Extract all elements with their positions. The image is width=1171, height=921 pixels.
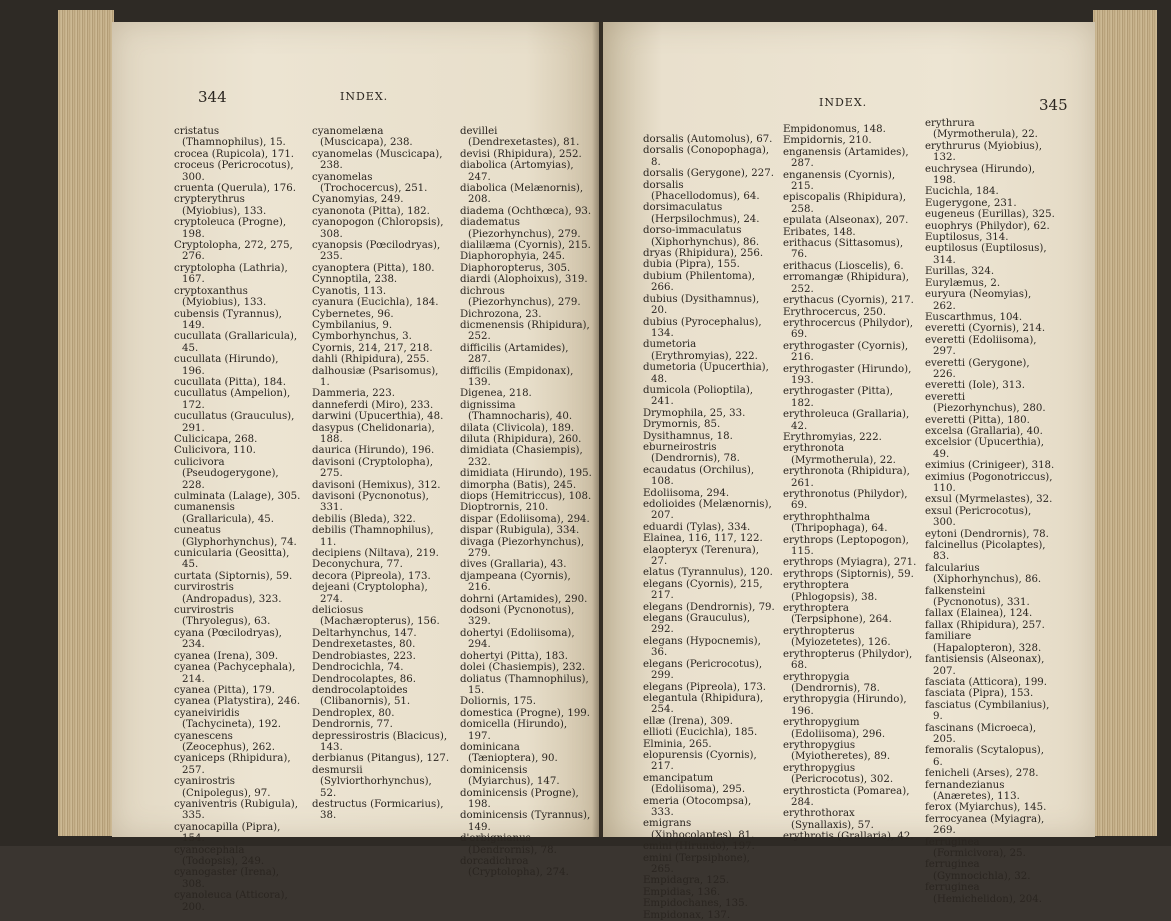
index-entry: emeria (Otocompsa), 333.	[643, 795, 752, 818]
index-entry: Dendroplex, 80.	[312, 707, 395, 719]
index-entry: Culicivora, 110.	[174, 445, 256, 457]
index-entry: devisi (Rhipidura), 252.	[460, 148, 582, 160]
index-entry: cucullatus (Ampelion), 172.	[174, 388, 291, 411]
index-entry: euptilosus (Euptilosus), 314.	[925, 243, 1047, 266]
index-entry: croceus (Pericrocotus), 300.	[174, 160, 294, 183]
index-entry: erythropterus (Philydor), 68.	[783, 648, 913, 672]
index-entry: erythropterus (Myiozetetes), 126.	[783, 625, 891, 649]
index-entry: diops (Hemitriccus), 108.	[460, 491, 592, 502]
index-entry: Eurylæmus, 2.	[925, 277, 1001, 289]
index-entry: cuneatus (Glyphorhynchus), 74.	[174, 525, 297, 548]
index-entry: Empidochanes, 135.	[643, 898, 748, 910]
index-entry: dubia (Pipra), 155.	[643, 259, 740, 271]
index-entry: deliciosus (Machæropterus), 156.	[312, 605, 440, 628]
index-entry: fernandezianus (Anæretes), 113.	[925, 779, 1020, 802]
index-entry: curvirostris (Thryolegus), 63.	[174, 605, 271, 628]
index-entry: cyanopogon (Chloropsis), 308.	[312, 217, 444, 240]
index-entry: exsul (Myrmelastes), 32.	[925, 494, 1053, 506]
left-page-stack-edge	[58, 10, 114, 836]
index-entry: Elminia, 265.	[643, 738, 712, 750]
index-entry: eytoni (Dendrornis), 78.	[925, 528, 1049, 540]
index-entry: emini (Terpsiphone), 265.	[643, 852, 750, 875]
index-entry: davisoni (Hemixus), 312.	[312, 479, 441, 491]
index-entry: difficilis (Artamides), 287.	[460, 342, 569, 366]
index-entry: Dysithamnus, 18.	[643, 430, 733, 442]
index-entry: eugeneus (Eurillas), 325.	[925, 209, 1055, 221]
left-page-header: INDEX.	[340, 90, 389, 103]
index-entry: Dendrobiastes, 223.	[312, 650, 416, 662]
index-entry: ferrocyanea (Myiagra), 269.	[925, 813, 1045, 837]
index-entry: erythrura (Myrmotherula), 22.	[925, 118, 1038, 141]
index-entry: davisoni (Cryptolopha), 275.	[312, 456, 433, 480]
index-entry: Diaphoropterus, 305.	[460, 262, 571, 274]
right-page-header: INDEX.	[819, 96, 868, 109]
index-entry: erithacus (Sittasomus), 76.	[783, 238, 904, 261]
index-entry: epulata (Alseonax), 207.	[783, 215, 909, 227]
index-entry: dohertyi (Edoliisoma), 294.	[460, 627, 575, 651]
index-entry: dumicola (Polioptila), 241.	[643, 384, 754, 408]
index-entry: dohrni (Artamides), 290.	[460, 593, 588, 605]
index-entry: Elainea, 116, 117, 122.	[643, 533, 763, 545]
index-entry: erythropygium (Edoliisoma), 296.	[783, 717, 886, 740]
index-entry: Dendrocichla, 74.	[312, 662, 404, 674]
index-entry: fantisiensis (Alseonax), 207.	[925, 654, 1045, 677]
index-entry: dominicensis (Myiarchus), 147.	[460, 764, 560, 788]
index-entry: Eurillas, 324.	[925, 266, 995, 278]
index-entry: erythronotus (Philydor), 69.	[783, 489, 908, 512]
index-entry: ferruginea (Hemichelidon), 204.	[925, 882, 1042, 905]
index-entry: dasypus (Chelidonaria), 188.	[312, 422, 435, 445]
index-entry: cyaniventris (Rubigula), 335.	[174, 798, 299, 822]
right-page-number: 345	[1039, 96, 1068, 114]
index-entry: Empidornis, 210.	[783, 135, 872, 147]
index-entry: erythropygius (Myiotheretes), 89.	[783, 739, 891, 763]
index-entry: fasciatus (Cymbilanius), 9.	[925, 699, 1050, 723]
index-entry: Cybernetes, 96.	[312, 308, 394, 320]
index-entry: cyanonota (Pitta), 182.	[312, 205, 430, 217]
index-entry: cryptoxanthus (Myiobius), 133.	[174, 285, 267, 309]
index-entry: everetti (Cyornis), 214.	[925, 323, 1046, 335]
index-entry: Cyanomyias, 249.	[312, 194, 404, 206]
index-entry: elegans (Pericrocotus), 299.	[643, 658, 763, 682]
index-entry: eburneirostris (Dendrornis), 78.	[643, 441, 740, 465]
index-entry: everetti (Edoliisoma), 297.	[925, 334, 1037, 358]
index-entry: dorsalis (Phacellodomus), 64.	[643, 179, 760, 203]
left-column-2	[312, 126, 450, 822]
index-entry: edolioides (Melænornis), 207.	[643, 499, 772, 522]
index-entry: dorsalis (Gerygone), 227.	[643, 168, 774, 180]
index-entry: cyaneiviridis (Tachycineta), 192.	[174, 707, 281, 731]
index-entry: dispar (Rubigula), 334.	[460, 525, 580, 537]
right-column-3	[925, 118, 1055, 905]
index-entry: derbianus (Pitangus), 127.	[312, 753, 450, 765]
index-entry: elegantula (Rhipidura), 254.	[643, 692, 764, 716]
index-entry: dilata (Clivicola), 189.	[460, 422, 575, 434]
index-entry: Erythromyias, 222.	[783, 431, 882, 443]
index-entry: Cymbilanius, 9.	[312, 319, 393, 331]
index-entry: erythrurus (Myiobius), 132.	[925, 140, 1042, 164]
index-entry: emini (Hirundo), 197.	[643, 841, 755, 853]
index-entry: crypterythrus (Myiobius), 133.	[174, 194, 267, 217]
index-entry: elegans (Hypocnemis), 36.	[643, 635, 761, 659]
index-entry: erromangæ (Rhipidura), 252.	[783, 272, 910, 295]
index-entry: debilis (Thamnophilus), 11.	[312, 525, 434, 548]
index-entry: elatus (Tyrannulus), 120.	[643, 567, 773, 579]
index-entry: elegans (Pipreola), 173.	[643, 681, 767, 693]
index-entry: euophrys (Philydor), 62.	[925, 220, 1050, 232]
index-entry: domicella (Hirundo), 197.	[460, 719, 568, 742]
index-entry: destructus (Formicarius), 38.	[312, 798, 444, 822]
index-entry: dubius (Pyrocephalus), 134.	[643, 316, 762, 339]
index-entry: erythrops (Myiagra), 271.	[783, 557, 917, 569]
index-entry: cucullata (Pitta), 184.	[174, 376, 287, 388]
index-entry: Dendrexetastes, 80.	[312, 639, 416, 651]
index-entry: cucullata (Grallaricula), 45.	[174, 331, 298, 354]
index-entry: everetti (Piezorhynchus), 280.	[925, 391, 1046, 415]
index-entry: decipiens (Niltava), 219.	[312, 548, 439, 560]
index-entry: fasciata (Atticora), 199.	[925, 676, 1048, 688]
index-entry: Dendrornis, 77.	[312, 719, 393, 731]
index-entry: Eucichla, 184.	[925, 186, 999, 198]
index-entry: Erythrocercus, 250.	[783, 306, 886, 318]
index-entry: emancipatum (Edoliisoma), 295.	[643, 772, 746, 796]
index-entry: cyanescens (Zeocephus), 262.	[174, 730, 275, 753]
index-entry: dumetoria (Erythromyias), 222.	[643, 339, 758, 362]
index-entry: everetti (Gerygone), 226.	[925, 357, 1030, 380]
index-entry: euryura (Neomyias), 262.	[925, 289, 1032, 312]
index-entry: Euscarthmus, 104.	[925, 311, 1023, 323]
index-entry: debilis (Bleda), 322.	[312, 513, 416, 525]
index-entry: diadema (Ochthœca), 93.	[460, 205, 592, 217]
index-entry: dives (Grallaria), 43.	[460, 559, 567, 571]
index-entry: emigrans (Xiphocolaptes), 81.	[643, 818, 755, 841]
index-entry: cyanomelæna (Muscicapa), 238.	[312, 126, 413, 149]
right-page	[603, 22, 1095, 921]
index-entry: erythronota (Myrmotherula), 22.	[783, 443, 896, 466]
index-entry: cristatus (Thamnophilus), 15.	[174, 126, 286, 149]
index-entry: dalhousiæ (Psarisomus), 1.	[312, 365, 439, 388]
index-entry: cryptoleuca (Progne), 198.	[174, 217, 287, 240]
index-entry: Cyanotis, 113.	[312, 285, 387, 297]
index-entry: erythrophthalma (Thripophaga), 64.	[783, 511, 888, 535]
index-entry: Dammeria, 223.	[312, 388, 395, 400]
index-entry: cyanocephala (Todopsis), 249.	[174, 844, 265, 867]
index-entry: Dioptrornis, 210.	[460, 502, 549, 514]
index-entry: Empidias, 136.	[643, 886, 721, 898]
index-entry: fallax (Rhipidura), 257.	[925, 619, 1045, 631]
index-entry: depressirostris (Blacicus), 143.	[312, 730, 448, 753]
index-entry: culminata (Lalage), 305.	[174, 491, 301, 502]
index-entry: dubius (Dysithamnus), 20.	[643, 293, 760, 317]
index-entry: Euptilosus, 314.	[925, 232, 1009, 244]
index-entry: enganensis (Artamides), 287.	[783, 146, 909, 170]
index-entry: dryas (Rhipidura), 256.	[643, 248, 764, 260]
index-entry: erythroptera (Terpsiphone), 264.	[783, 603, 892, 626]
index-entry: cyana (Pœcilodryas), 234.	[174, 627, 282, 651]
index-entry: cyanocapilla (Pipra), 154.	[174, 821, 281, 845]
index-entry: cyaniceps (Rhipidura), 257.	[174, 753, 291, 776]
index-entry: erythrosticta (Pomarea), 284.	[783, 785, 910, 808]
index-entry: ferruginea (Formicivora), 25.	[925, 836, 1026, 859]
index-entry: fascinans (Microeca), 205.	[925, 722, 1037, 745]
index-entry: erythronota (Rhipidura), 261.	[783, 466, 910, 489]
index-entry: dohertyi (Pitta), 183.	[460, 650, 568, 662]
index-entry: femoralis (Scytalopus), 6.	[925, 745, 1045, 768]
index-entry: diardi (Alophoixus), 319.	[460, 274, 588, 286]
index-entry: erythroptera (Phlogopsis), 38.	[783, 580, 878, 603]
index-entry: erithacus (Lioscelis), 6.	[783, 260, 904, 272]
index-entry: cryptolopha (Lathria), 167.	[174, 262, 288, 286]
index-entry: Cymborhynchus, 3.	[312, 331, 412, 343]
index-entry: falcularius (Xiphorhynchus), 86.	[925, 562, 1042, 586]
index-entry: cyanogaster (Irena), 308.	[174, 867, 280, 890]
index-entry: cyanea (Pachycephala), 214.	[174, 662, 296, 685]
index-entry: diabolica (Melænornis), 208.	[460, 183, 584, 206]
index-entry: dicmenensis (Rhipidura), 252.	[460, 319, 590, 343]
index-entry: Eribates, 148.	[783, 226, 856, 238]
index-entry: cucullatus (Grauculus), 291.	[174, 411, 295, 434]
index-entry: dodsoni (Pycnonotus), 329.	[460, 605, 575, 628]
index-entry: dorcadichroa (Cryptolopha), 274.	[460, 856, 569, 879]
index-entry: desmursii (Sylviorthorhynchus), 52.	[312, 764, 432, 799]
index-entry: divaga (Piezorhynchus), 279.	[460, 536, 585, 560]
index-entry: Eugerygone, 231.	[925, 197, 1017, 209]
index-entry: diabolica (Artomyias), 247.	[460, 160, 574, 183]
index-entry: ecaudatus (Orchilus), 108.	[643, 464, 755, 488]
index-entry: erythrops (Siptornis), 59.	[783, 568, 914, 580]
right-page-stack-edge	[1093, 10, 1157, 836]
index-entry: erythropygia (Hirundo), 196.	[783, 694, 907, 717]
index-entry: erythrogaster (Pitta), 182.	[783, 386, 893, 409]
index-entry: Empidonomus, 148.	[783, 124, 886, 135]
index-entry: dispar (Edoliisoma), 294.	[460, 513, 590, 525]
index-entry: domestica (Progne), 199.	[460, 707, 591, 719]
index-entry: dignissima (Thamnocharis), 40.	[460, 399, 573, 423]
index-entry: cumanensis (Grallaricula), 45.	[174, 502, 275, 525]
index-entry: excelsior (Upucerthia), 49.	[925, 437, 1044, 460]
index-entry: eximius (Pogonotriccus), 110.	[925, 471, 1053, 494]
index-entry: dorsalis (Automolus), 67.	[643, 134, 773, 145]
index-entry: Dendrocolaptes, 86.	[312, 673, 417, 685]
index-entry: Empidonax, 137.	[643, 909, 731, 921]
index-entry: d'orbignianus (Dendrornis), 78.	[460, 833, 557, 856]
index-entry: dubium (Philentoma), 266.	[643, 270, 755, 294]
right-column-2	[783, 124, 917, 843]
index-entry: daurica (Hirundo), 196.	[312, 445, 435, 457]
index-entry: ferruginea (Gymnocichla), 32.	[925, 859, 1031, 882]
index-entry: cyanomelas (Muscicapa), 238.	[312, 148, 443, 172]
index-entry: Cryptolopha, 272, 275, 276.	[174, 240, 293, 263]
index-entry: dorsimaculatus (Herpsilochmus), 24.	[643, 202, 760, 225]
index-entry: everetti (Iole), 313.	[925, 380, 1025, 392]
index-entry: crocea (Rupicola), 171.	[174, 148, 295, 160]
index-entry: Cynnoptila, 238.	[312, 274, 398, 286]
index-entry: cunicularia (Geositta), 45.	[174, 548, 290, 571]
index-entry: exsul (Pericrocotus), 300.	[925, 505, 1032, 529]
index-entry: excelsa (Grallaria), 40.	[925, 425, 1043, 437]
index-entry: erythrotis (Grallaria), 42.	[783, 831, 914, 843]
index-entry: doliatus (Thamnophilus), 15.	[460, 673, 589, 696]
index-entry: diadematus (Piezorhynchus), 279.	[460, 217, 581, 240]
index-entry: falkensteini (Pycnonotus), 331.	[925, 585, 1030, 609]
index-entry: cyanea (Pitta), 179.	[174, 684, 275, 696]
index-entry: erythrops (Leptopogon), 115.	[783, 534, 909, 558]
right-column-1	[643, 134, 775, 921]
index-entry: fenicheli (Arses), 278.	[925, 768, 1039, 780]
index-entry: Deltarhynchus, 147.	[312, 627, 417, 639]
index-entry: cubensis (Tyrannus), 149.	[174, 308, 282, 331]
index-entry: cyanea (Platystira), 246.	[174, 696, 301, 708]
index-entry: erythroleuca (Grallaria), 42.	[783, 409, 910, 432]
index-entry: ellioti (Eucichla), 185.	[643, 727, 758, 739]
index-entry: cyanopsis (Pœcilodryas), 235.	[312, 240, 441, 263]
left-page	[112, 22, 599, 913]
index-entry: erythrothorax (Synallaxis), 57.	[783, 808, 874, 831]
index-entry: eduardi (Tylas), 334.	[643, 521, 751, 533]
index-entry: dimorpha (Batis), 245.	[460, 479, 577, 491]
index-entry: cyanirostris (Cnipolegus), 97.	[174, 776, 271, 799]
index-entry: elegans (Dendrornis), 79.	[643, 601, 775, 613]
index-entry: ferox (Myiarchus), 145.	[925, 802, 1047, 814]
index-entry: erythacus (Cyornis), 217.	[783, 295, 914, 307]
index-entry: fasciata (Pipra), 153.	[925, 688, 1034, 700]
index-entry: Diaphorophyia, 245.	[460, 251, 566, 263]
index-entry: erythropygius (Pericrocotus), 302.	[783, 762, 894, 786]
index-entry: dahli (Rhipidura), 255.	[312, 354, 430, 366]
index-entry: elegans (Cyornis), 215, 217.	[643, 578, 763, 602]
index-entry: davisoni (Pycnonotus), 331.	[312, 491, 429, 514]
index-entry: Doliornis, 175.	[460, 696, 537, 708]
index-entry: dimidiata (Hirundo), 195.	[460, 468, 592, 480]
index-entry: curvirostris (Andropadus), 323.	[174, 582, 282, 605]
index-entry: cyanoleuca (Atticora), 200.	[174, 890, 288, 913]
index-entry: difficilis (Empidonax), 139.	[460, 365, 574, 388]
index-entry: dumetoria (Upucerthia), 48.	[643, 362, 769, 385]
index-entry: elegans (Grauculus), 292.	[643, 613, 751, 636]
index-entry: dialilæma (Cyornis), 215.	[460, 240, 591, 252]
index-entry: elopurensis (Cyornis), 217.	[643, 749, 757, 773]
left-page-number: 344	[198, 88, 227, 106]
index-entry: diluta (Rhipidura), 260.	[460, 433, 582, 445]
index-entry: Drymornis, 85.	[643, 419, 721, 431]
index-entry: eximius (Crinigeer), 318.	[925, 460, 1055, 472]
index-entry: Drymophila, 25, 33.	[643, 407, 746, 419]
index-entry: Dichrozona, 23.	[460, 308, 542, 320]
index-entry: darwini (Upucerthia), 48.	[312, 411, 444, 423]
index-entry: erythrogaster (Hirundo), 193.	[783, 363, 912, 386]
index-entry: elaopteryx (Terenura), 27.	[643, 544, 759, 568]
index-entry: familiare (Hapalopteron), 328.	[925, 631, 1042, 654]
index-entry: episcopalis (Rhipidura), 258.	[783, 192, 906, 215]
index-entry: cyanura (Eucichla), 184.	[312, 297, 439, 309]
index-entry: erythropygia (Dendrornis), 78.	[783, 671, 880, 694]
index-entry: Deconychura, 77.	[312, 559, 403, 571]
index-entry: Culicicapa, 268.	[174, 433, 258, 445]
index-entry: fallax (Elainea), 124.	[925, 608, 1033, 620]
index-entry: curtata (Siptornis), 59.	[174, 570, 293, 582]
index-entry: erythrocercus (Philydor), 69.	[783, 317, 914, 341]
index-entry: cyanomelas (Trochocercus), 251.	[312, 171, 428, 195]
index-entry: enganensis (Cyornis), 215.	[783, 169, 896, 193]
index-entry: Cyornis, 214, 217, 218.	[312, 342, 433, 354]
index-entry: decora (Pipreola), 173.	[312, 570, 431, 582]
index-entry: cyanea (Irena), 309.	[174, 650, 279, 662]
index-entry: falcinellus (Picolaptes), 83.	[925, 540, 1046, 563]
index-entry: dendrocolaptoides (Clibanornis), 51.	[312, 684, 411, 708]
index-entry: cucullata (Hirundo), 196.	[174, 354, 279, 377]
index-entry: dominicana (Tæniopterа), 90.	[460, 741, 558, 765]
index-entry: djampeana (Cyornis), 216.	[460, 570, 571, 594]
index-entry: erythrogaster (Cyornis), 216.	[783, 340, 909, 364]
left-column-1	[174, 126, 302, 913]
index-entry: Empidagra, 125.	[643, 875, 730, 887]
index-entry: dolei (Chasiempis), 232.	[460, 662, 586, 674]
index-entry: danneferdi (Miro), 233.	[312, 399, 434, 411]
index-entry: dejeani (Cryptolopha), 274.	[312, 582, 428, 605]
index-entry: everetti (Pitta), 180.	[925, 414, 1030, 426]
index-entry: Digenea, 218.	[460, 388, 532, 400]
index-entry: ellæ (Irena), 309.	[643, 715, 734, 727]
index-entry: Edoliisoma, 294.	[643, 487, 730, 499]
index-entry: dominicensis (Tyrannus), 149.	[460, 810, 591, 833]
index-entry: dorsalis (Conopophaga), 8.	[643, 145, 770, 168]
left-column-3	[460, 126, 592, 879]
index-entry: dominicensis (Progne), 198.	[460, 787, 579, 810]
index-entry: culicivora (Pseudogerygone), 228.	[174, 456, 279, 491]
index-entry: dimidiata (Chasiempis), 232.	[460, 445, 583, 468]
index-entry: cyanoptera (Pitta), 180.	[312, 262, 435, 274]
index-entry: dorso-immaculatus (Xiphorhynchus), 86.	[643, 225, 760, 248]
index-entry: dichrous (Piezorhynchus), 279.	[460, 285, 581, 309]
index-entry: euchrysea (Hirundo), 198.	[925, 163, 1036, 187]
index-entry: cruenta (Querula), 176.	[174, 183, 296, 195]
index-entry: devillei (Dendrexetastes), 81.	[460, 126, 580, 149]
